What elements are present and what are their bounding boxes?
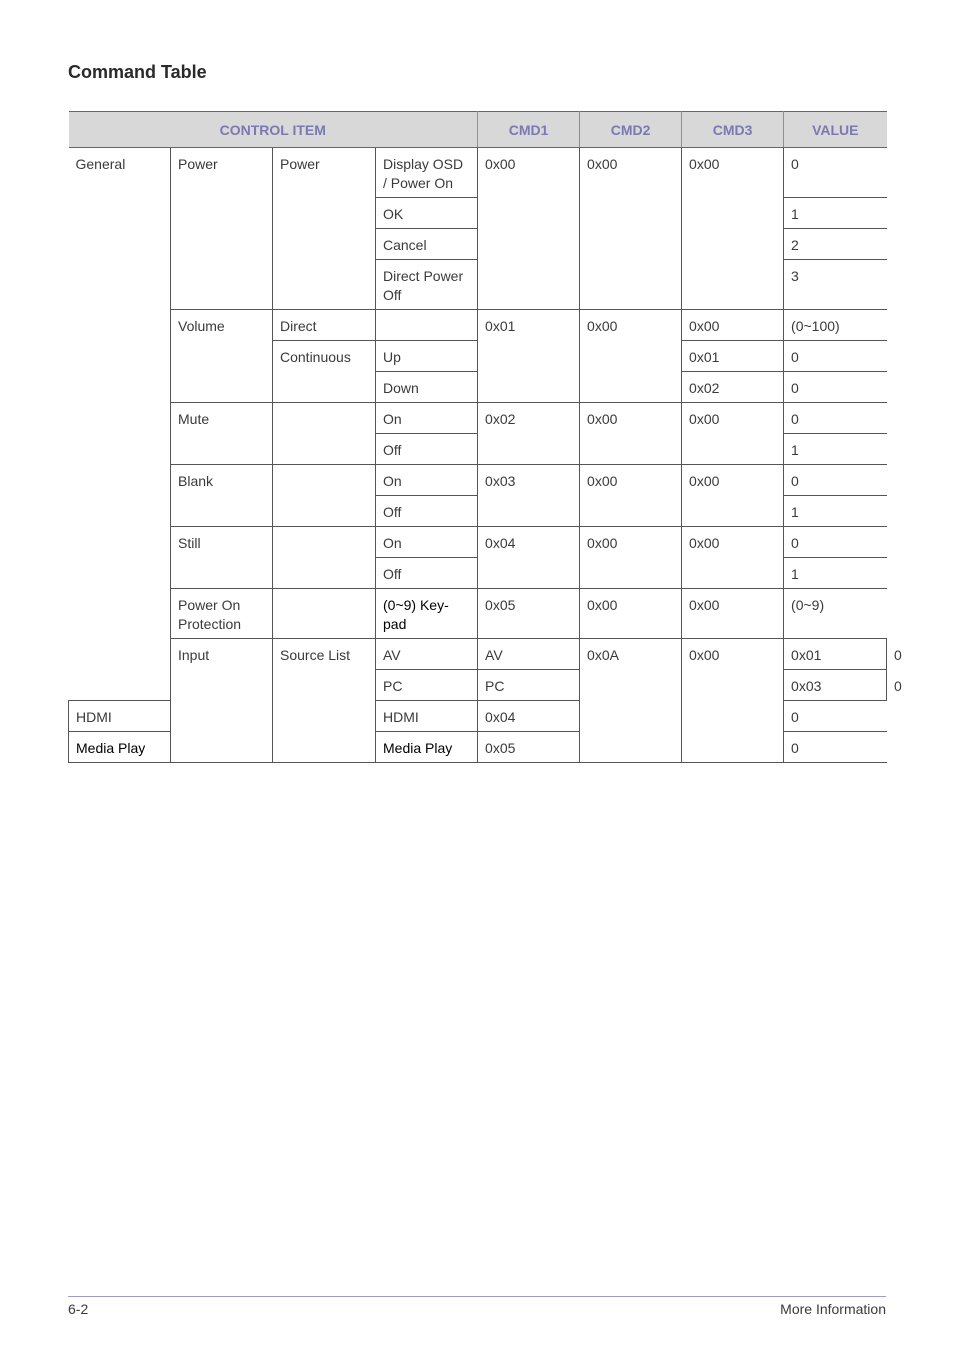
cell-on: On	[376, 403, 478, 434]
cell-cmd3: 0x00	[682, 589, 784, 639]
cell-value: 0	[784, 732, 887, 763]
cell-blank-cmd3: 0x00	[682, 465, 784, 527]
cell-off: Off	[376, 434, 478, 465]
cell-still-cmd2: 0x00	[580, 527, 682, 589]
page-number: 6-2	[68, 1301, 89, 1317]
cell-value: (0~9)	[784, 589, 887, 639]
footer-section-label: More Information	[780, 1301, 886, 1317]
cell-cmd1: 0x05	[478, 589, 580, 639]
cell-on: On	[376, 527, 478, 558]
cell-off: Off	[376, 558, 478, 589]
cell-blank-cmd1: 0x03	[478, 465, 580, 527]
cell-cmd3: 0x04	[478, 701, 580, 732]
cell-power-cmd1: 0x00	[478, 148, 580, 310]
cell-value: 3	[784, 260, 887, 310]
cell-mute-cmd3: 0x00	[682, 403, 784, 465]
cell-still-cmd1: 0x04	[478, 527, 580, 589]
sub-media-play: Media Play	[69, 732, 171, 763]
cell-input-cmd2: 0x00	[682, 639, 784, 763]
sub-av: AV	[376, 639, 478, 670]
cell-keypad: (0~9) Key-pad	[376, 589, 478, 639]
cell-value: 1	[784, 198, 887, 229]
sub-power: Power	[273, 148, 376, 310]
cell-mute-cmd1: 0x02	[478, 403, 580, 465]
table-row	[69, 589, 887, 639]
table-row: Input Source List AV AV 0x0A 0x00 0x01 0	[69, 639, 887, 670]
header-cmd2: CMD2	[580, 112, 682, 148]
table-row: PC PC 0x03 0	[69, 670, 887, 701]
cell-on: On	[376, 465, 478, 496]
cell-value: 0	[784, 148, 887, 198]
cell-value: (0~100)	[784, 310, 887, 341]
cell-pc: PC	[478, 670, 580, 701]
item-power-on-protection: Power On Protection	[171, 589, 273, 639]
item-source-list: Source List	[273, 639, 376, 763]
table-row	[69, 527, 887, 558]
item-power: Power	[171, 148, 273, 310]
cell-cancel: Cancel	[376, 229, 478, 260]
cell-value: 2	[784, 229, 887, 260]
cell-empty	[376, 310, 478, 341]
sub-pc: PC	[376, 670, 478, 701]
cell-power-cmd3: 0x00	[682, 148, 784, 310]
cell-value: 0	[784, 372, 887, 403]
page-title: Command Table	[68, 62, 207, 82]
cell-value: 0	[784, 341, 887, 372]
cell-down: Down	[376, 372, 478, 403]
item-mute: Mute	[171, 403, 273, 465]
cell-cmd3: 0x02	[682, 372, 784, 403]
item-volume: Volume	[171, 310, 273, 403]
cell-off: Off	[376, 496, 478, 527]
table-row	[69, 465, 887, 496]
cell-empty	[273, 465, 376, 527]
cell-cmd3: 0x00	[682, 310, 784, 341]
cell-value: 1	[784, 558, 887, 589]
group-input: Input	[171, 639, 273, 763]
item-still: Still	[171, 527, 273, 589]
cell-av: AV	[478, 639, 580, 670]
cell-ok: OK	[376, 198, 478, 229]
sub-continuous: Continuous	[273, 341, 376, 403]
cell-value: 1	[784, 434, 887, 465]
sub-hdmi: HDMI	[69, 701, 171, 732]
cell-blank-cmd2: 0x00	[580, 465, 682, 527]
cell-empty	[273, 403, 376, 465]
footer-divider	[68, 1296, 886, 1297]
header-value: VALUE	[784, 112, 887, 148]
cell-value: 0	[784, 527, 887, 558]
cell-hdmi: HDMI	[376, 701, 478, 732]
header-cmd3: CMD3	[682, 112, 784, 148]
command-table	[68, 111, 902, 763]
header-row	[69, 112, 887, 148]
cell-cmd3: 0x03	[784, 670, 887, 701]
cell-empty	[273, 589, 376, 639]
cell-cmd3: 0x01	[682, 341, 784, 372]
table-row	[69, 148, 887, 198]
group-general: General	[69, 148, 171, 701]
header-control-item: CONTROL ITEM	[69, 112, 478, 148]
cell-power-cmd2: 0x00	[580, 148, 682, 310]
cell-mute-cmd2: 0x00	[580, 403, 682, 465]
cell-volume-cmd1: 0x01	[478, 310, 580, 403]
cell-cmd3: 0x05	[478, 732, 580, 763]
table-row	[69, 403, 887, 434]
cell-empty	[273, 527, 376, 589]
cell-cmd3: 0x01	[784, 639, 887, 670]
cell-cmd2: 0x00	[580, 589, 682, 639]
cell-value: 0	[784, 403, 887, 434]
sub-direct: Direct	[273, 310, 376, 341]
table-row	[69, 310, 887, 341]
header-cmd1: CMD1	[478, 112, 580, 148]
cell-direct-power-off: Direct Power Off	[376, 260, 478, 310]
cell-still-cmd3: 0x00	[682, 527, 784, 589]
item-blank: Blank	[171, 465, 273, 527]
cell-value: 0	[784, 465, 887, 496]
cell-value: 1	[784, 496, 887, 527]
cell-up: Up	[376, 341, 478, 372]
cell-input-cmd1: 0x0A	[580, 639, 682, 763]
cell-volume-cmd2: 0x00	[580, 310, 682, 403]
cell-media-play: Media Play	[376, 732, 478, 763]
cell-value: 0	[784, 701, 887, 732]
cell-display-osd: Display OSD / Power On	[376, 148, 478, 198]
